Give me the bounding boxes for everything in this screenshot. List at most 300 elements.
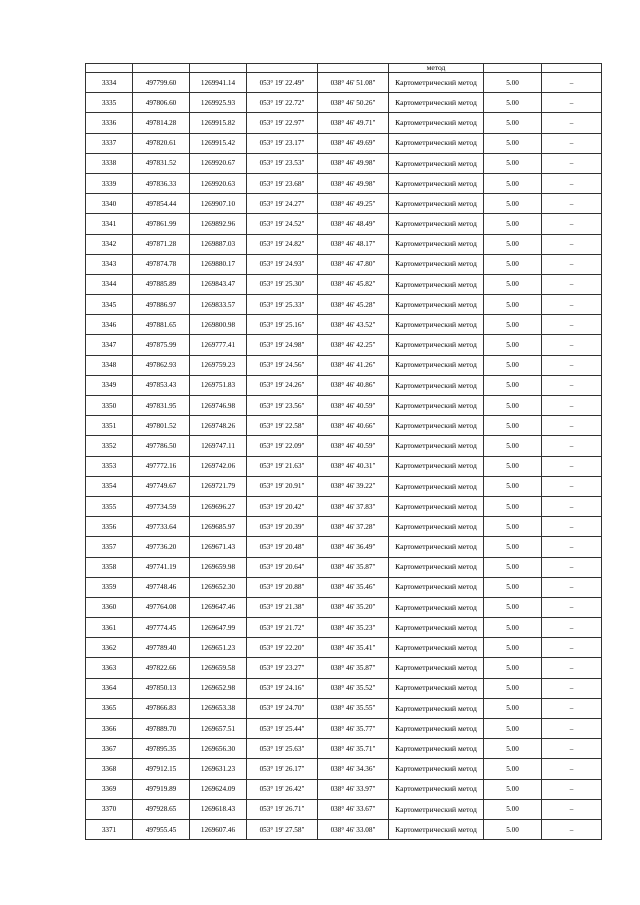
note-cell: – xyxy=(542,658,602,678)
method-cell: Картометрический метод xyxy=(389,819,484,839)
latitude-cell: 053° 19' 22.97" xyxy=(247,113,318,133)
note-cell: – xyxy=(542,375,602,395)
table-row xyxy=(86,436,602,456)
method-cell: Картометрический метод xyxy=(389,133,484,153)
longitude-cell: 038° 46' 49.98" xyxy=(318,173,389,193)
y-coordinate-cell: 1269607.46 xyxy=(190,819,247,839)
accuracy-cell: 5.00 xyxy=(484,396,542,416)
empty-cell xyxy=(133,64,190,73)
note-cell: – xyxy=(542,173,602,193)
continued-row xyxy=(86,64,602,73)
note-cell: – xyxy=(542,698,602,718)
point-number-cell: 3335 xyxy=(86,93,133,113)
accuracy-cell: 5.00 xyxy=(484,214,542,234)
x-coordinate-cell: 497919.89 xyxy=(133,779,190,799)
accuracy-cell: 5.00 xyxy=(484,355,542,375)
longitude-cell: 038° 46' 49.25" xyxy=(318,194,389,214)
method-cell: Картометрический метод xyxy=(389,335,484,355)
x-coordinate-cell: 497801.52 xyxy=(133,416,190,436)
y-coordinate-cell: 1269652.30 xyxy=(190,577,247,597)
empty-cell xyxy=(318,64,389,73)
x-coordinate-cell: 497912.15 xyxy=(133,759,190,779)
x-coordinate-cell: 497854.44 xyxy=(133,194,190,214)
method-cell: Картометрический метод xyxy=(389,254,484,274)
table-row xyxy=(86,375,602,395)
method-cell: Картометрический метод xyxy=(389,396,484,416)
y-coordinate-cell: 1269748.26 xyxy=(190,416,247,436)
accuracy-cell: 5.00 xyxy=(484,577,542,597)
y-coordinate-cell: 1269647.99 xyxy=(190,618,247,638)
note-cell: – xyxy=(542,759,602,779)
longitude-cell: 038° 46' 51.08" xyxy=(318,73,389,93)
point-number-cell: 3361 xyxy=(86,618,133,638)
point-number-cell: 3359 xyxy=(86,577,133,597)
point-number-cell: 3349 xyxy=(86,375,133,395)
longitude-cell: 038° 46' 40.66" xyxy=(318,416,389,436)
longitude-cell: 038° 46' 36.49" xyxy=(318,537,389,557)
method-cell: Картометрический метод xyxy=(389,719,484,739)
table-row xyxy=(86,93,602,113)
note-cell: – xyxy=(542,416,602,436)
x-coordinate-cell: 497820.61 xyxy=(133,133,190,153)
note-cell: – xyxy=(542,638,602,658)
note-cell: – xyxy=(542,335,602,355)
point-number-cell: 3337 xyxy=(86,133,133,153)
method-cell-continued: метод xyxy=(389,64,484,73)
accuracy-cell: 5.00 xyxy=(484,537,542,557)
x-coordinate-cell: 497871.28 xyxy=(133,234,190,254)
x-coordinate-cell: 497886.97 xyxy=(133,295,190,315)
y-coordinate-cell: 1269653.38 xyxy=(190,698,247,718)
accuracy-cell: 5.00 xyxy=(484,719,542,739)
latitude-cell: 053° 19' 22.09" xyxy=(247,436,318,456)
accuracy-cell: 5.00 xyxy=(484,436,542,456)
y-coordinate-cell: 1269618.43 xyxy=(190,799,247,819)
latitude-cell: 053° 19' 20.88" xyxy=(247,577,318,597)
accuracy-cell: 5.00 xyxy=(484,759,542,779)
x-coordinate-cell: 497814.28 xyxy=(133,113,190,133)
note-cell: – xyxy=(542,719,602,739)
note-cell: – xyxy=(542,496,602,516)
method-cell: Картометрический метод xyxy=(389,597,484,617)
point-number-cell: 3343 xyxy=(86,254,133,274)
latitude-cell: 053° 19' 24.26" xyxy=(247,375,318,395)
method-cell: Картометрический метод xyxy=(389,173,484,193)
accuracy-cell: 5.00 xyxy=(484,73,542,93)
method-cell: Картометрический метод xyxy=(389,194,484,214)
longitude-cell: 038° 46' 33.97" xyxy=(318,779,389,799)
point-number-cell: 3351 xyxy=(86,416,133,436)
method-cell: Картометрический метод xyxy=(389,739,484,759)
note-cell: – xyxy=(542,618,602,638)
accuracy-cell: 5.00 xyxy=(484,779,542,799)
x-coordinate-cell: 497862.93 xyxy=(133,355,190,375)
table-row xyxy=(86,739,602,759)
y-coordinate-cell: 1269647.46 xyxy=(190,597,247,617)
method-cell: Картометрический метод xyxy=(389,577,484,597)
longitude-cell: 038° 46' 35.71" xyxy=(318,739,389,759)
y-coordinate-cell: 1269742.06 xyxy=(190,456,247,476)
table-row xyxy=(86,254,602,274)
method-cell: Картометрический метод xyxy=(389,214,484,234)
y-coordinate-cell: 1269746.98 xyxy=(190,396,247,416)
point-number-cell: 3350 xyxy=(86,396,133,416)
accuracy-cell: 5.00 xyxy=(484,295,542,315)
accuracy-cell: 5.00 xyxy=(484,799,542,819)
point-number-cell: 3368 xyxy=(86,759,133,779)
empty-cell xyxy=(86,64,133,73)
x-coordinate-cell: 497806.60 xyxy=(133,93,190,113)
note-cell: – xyxy=(542,678,602,698)
x-coordinate-cell: 497889.70 xyxy=(133,719,190,739)
y-coordinate-cell: 1269657.51 xyxy=(190,719,247,739)
point-number-cell: 3355 xyxy=(86,496,133,516)
y-coordinate-cell: 1269721.79 xyxy=(190,476,247,496)
longitude-cell: 038° 46' 49.69" xyxy=(318,133,389,153)
method-cell: Картометрический метод xyxy=(389,638,484,658)
y-coordinate-cell: 1269777.41 xyxy=(190,335,247,355)
latitude-cell: 053° 19' 26.17" xyxy=(247,759,318,779)
method-cell: Картометрический метод xyxy=(389,315,484,335)
method-cell: Картометрический метод xyxy=(389,73,484,93)
method-cell: Картометрический метод xyxy=(389,476,484,496)
longitude-cell: 038° 46' 37.83" xyxy=(318,496,389,516)
longitude-cell: 038° 46' 49.98" xyxy=(318,153,389,173)
point-number-cell: 3334 xyxy=(86,73,133,93)
point-number-cell: 3348 xyxy=(86,355,133,375)
latitude-cell: 053° 19' 25.44" xyxy=(247,719,318,739)
table-row xyxy=(86,153,602,173)
longitude-cell: 038° 46' 45.28" xyxy=(318,295,389,315)
method-cell: Картометрический метод xyxy=(389,416,484,436)
longitude-cell: 038° 46' 35.87" xyxy=(318,658,389,678)
note-cell: – xyxy=(542,254,602,274)
table-row xyxy=(86,799,602,819)
point-number-cell: 3339 xyxy=(86,173,133,193)
table-row xyxy=(86,577,602,597)
latitude-cell: 053° 19' 22.58" xyxy=(247,416,318,436)
y-coordinate-cell: 1269833.57 xyxy=(190,295,247,315)
table-row xyxy=(86,496,602,516)
longitude-cell: 038° 46' 40.59" xyxy=(318,396,389,416)
note-cell: – xyxy=(542,739,602,759)
point-number-cell: 3340 xyxy=(86,194,133,214)
note-cell: – xyxy=(542,779,602,799)
point-number-cell: 3367 xyxy=(86,739,133,759)
point-number-cell: 3364 xyxy=(86,678,133,698)
x-coordinate-cell: 497831.95 xyxy=(133,396,190,416)
longitude-cell: 038° 46' 40.59" xyxy=(318,436,389,456)
accuracy-cell: 5.00 xyxy=(484,618,542,638)
longitude-cell: 038° 46' 45.82" xyxy=(318,274,389,294)
note-cell: – xyxy=(542,537,602,557)
x-coordinate-cell: 497895.35 xyxy=(133,739,190,759)
latitude-cell: 053° 19' 22.72" xyxy=(247,93,318,113)
latitude-cell: 053° 19' 24.52" xyxy=(247,214,318,234)
y-coordinate-cell: 1269887.03 xyxy=(190,234,247,254)
latitude-cell: 053° 19' 21.38" xyxy=(247,597,318,617)
note-cell: – xyxy=(542,214,602,234)
x-coordinate-cell: 497741.19 xyxy=(133,557,190,577)
empty-cell xyxy=(484,64,542,73)
x-coordinate-cell: 497736.20 xyxy=(133,537,190,557)
y-coordinate-cell: 1269751.83 xyxy=(190,375,247,395)
note-cell: – xyxy=(542,295,602,315)
table-row xyxy=(86,517,602,537)
table-row xyxy=(86,295,602,315)
note-cell: – xyxy=(542,557,602,577)
accuracy-cell: 5.00 xyxy=(484,658,542,678)
method-cell: Картометрический метод xyxy=(389,537,484,557)
accuracy-cell: 5.00 xyxy=(484,274,542,294)
latitude-cell: 053° 19' 24.93" xyxy=(247,254,318,274)
y-coordinate-cell: 1269843.47 xyxy=(190,274,247,294)
longitude-cell: 038° 46' 35.77" xyxy=(318,719,389,739)
method-cell: Картометрический метод xyxy=(389,456,484,476)
method-cell: Картометрический метод xyxy=(389,799,484,819)
y-coordinate-cell: 1269880.17 xyxy=(190,254,247,274)
table-row xyxy=(86,234,602,254)
accuracy-cell: 5.00 xyxy=(484,476,542,496)
method-cell: Картометрический метод xyxy=(389,557,484,577)
point-number-cell: 3363 xyxy=(86,658,133,678)
latitude-cell: 053° 19' 25.30" xyxy=(247,274,318,294)
table-row xyxy=(86,194,602,214)
method-cell: Картометрический метод xyxy=(389,93,484,113)
note-cell: – xyxy=(542,93,602,113)
y-coordinate-cell: 1269651.23 xyxy=(190,638,247,658)
method-cell: Картометрический метод xyxy=(389,618,484,638)
note-cell: – xyxy=(542,517,602,537)
y-coordinate-cell: 1269659.98 xyxy=(190,557,247,577)
method-cell: Картометрический метод xyxy=(389,517,484,537)
table-row xyxy=(86,73,602,93)
latitude-cell: 053° 19' 21.63" xyxy=(247,456,318,476)
x-coordinate-cell: 497955.45 xyxy=(133,819,190,839)
y-coordinate-cell: 1269915.82 xyxy=(190,113,247,133)
accuracy-cell: 5.00 xyxy=(484,194,542,214)
note-cell: – xyxy=(542,456,602,476)
latitude-cell: 053° 19' 26.42" xyxy=(247,779,318,799)
method-cell: Картометрический метод xyxy=(389,295,484,315)
accuracy-cell: 5.00 xyxy=(484,517,542,537)
longitude-cell: 038° 46' 35.52" xyxy=(318,678,389,698)
longitude-cell: 038° 46' 35.46" xyxy=(318,577,389,597)
table-row xyxy=(86,597,602,617)
note-cell: – xyxy=(542,799,602,819)
latitude-cell: 053° 19' 23.17" xyxy=(247,133,318,153)
point-number-cell: 3353 xyxy=(86,456,133,476)
table-row xyxy=(86,698,602,718)
x-coordinate-cell: 497875.99 xyxy=(133,335,190,355)
accuracy-cell: 5.00 xyxy=(484,597,542,617)
x-coordinate-cell: 497799.60 xyxy=(133,73,190,93)
point-number-cell: 3356 xyxy=(86,517,133,537)
x-coordinate-cell: 497822.66 xyxy=(133,658,190,678)
latitude-cell: 053° 19' 24.70" xyxy=(247,698,318,718)
latitude-cell: 053° 19' 20.42" xyxy=(247,496,318,516)
method-cell: Картометрический метод xyxy=(389,658,484,678)
x-coordinate-cell: 497748.46 xyxy=(133,577,190,597)
point-number-cell: 3369 xyxy=(86,779,133,799)
longitude-cell: 038° 46' 35.87" xyxy=(318,557,389,577)
latitude-cell: 053° 19' 24.16" xyxy=(247,678,318,698)
latitude-cell: 053° 19' 27.58" xyxy=(247,819,318,839)
table-row xyxy=(86,396,602,416)
table-row xyxy=(86,335,602,355)
method-cell: Картометрический метод xyxy=(389,375,484,395)
table-row xyxy=(86,618,602,638)
method-cell: Картометрический метод xyxy=(389,355,484,375)
method-cell: Картометрический метод xyxy=(389,234,484,254)
latitude-cell: 053° 19' 25.33" xyxy=(247,295,318,315)
point-number-cell: 3341 xyxy=(86,214,133,234)
x-coordinate-cell: 497861.99 xyxy=(133,214,190,234)
y-coordinate-cell: 1269671.43 xyxy=(190,537,247,557)
accuracy-cell: 5.00 xyxy=(484,113,542,133)
accuracy-cell: 5.00 xyxy=(484,133,542,153)
table-row xyxy=(86,456,602,476)
longitude-cell: 038° 46' 43.52" xyxy=(318,315,389,335)
latitude-cell: 053° 19' 23.53" xyxy=(247,153,318,173)
table-row xyxy=(86,133,602,153)
accuracy-cell: 5.00 xyxy=(484,234,542,254)
table-row xyxy=(86,678,602,698)
x-coordinate-cell: 497733.64 xyxy=(133,517,190,537)
x-coordinate-cell: 497786.50 xyxy=(133,436,190,456)
x-coordinate-cell: 497881.65 xyxy=(133,315,190,335)
latitude-cell: 053° 19' 23.27" xyxy=(247,658,318,678)
point-number-cell: 3352 xyxy=(86,436,133,456)
table-row xyxy=(86,638,602,658)
y-coordinate-cell: 1269915.42 xyxy=(190,133,247,153)
latitude-cell: 053° 19' 22.20" xyxy=(247,638,318,658)
longitude-cell: 038° 46' 50.26" xyxy=(318,93,389,113)
method-cell: Картометрический метод xyxy=(389,678,484,698)
y-coordinate-cell: 1269631.23 xyxy=(190,759,247,779)
accuracy-cell: 5.00 xyxy=(484,456,542,476)
longitude-cell: 038° 46' 34.36" xyxy=(318,759,389,779)
note-cell: – xyxy=(542,274,602,294)
latitude-cell: 053° 19' 24.27" xyxy=(247,194,318,214)
table-row xyxy=(86,719,602,739)
note-cell: – xyxy=(542,577,602,597)
latitude-cell: 053° 19' 20.39" xyxy=(247,517,318,537)
longitude-cell: 038° 46' 39.22" xyxy=(318,476,389,496)
longitude-cell: 038° 46' 48.17" xyxy=(318,234,389,254)
x-coordinate-cell: 497831.52 xyxy=(133,153,190,173)
latitude-cell: 053° 19' 25.16" xyxy=(247,315,318,335)
longitude-cell: 038° 46' 35.55" xyxy=(318,698,389,718)
latitude-cell: 053° 19' 20.48" xyxy=(247,537,318,557)
point-number-cell: 3336 xyxy=(86,113,133,133)
note-cell: – xyxy=(542,396,602,416)
note-cell: – xyxy=(542,133,602,153)
x-coordinate-cell: 497866.83 xyxy=(133,698,190,718)
longitude-cell: 038° 46' 42.25" xyxy=(318,335,389,355)
point-number-cell: 3357 xyxy=(86,537,133,557)
y-coordinate-cell: 1269907.10 xyxy=(190,194,247,214)
note-cell: – xyxy=(542,597,602,617)
x-coordinate-cell: 497772.16 xyxy=(133,456,190,476)
x-coordinate-cell: 497789.40 xyxy=(133,638,190,658)
y-coordinate-cell: 1269685.97 xyxy=(190,517,247,537)
longitude-cell: 038° 46' 33.08" xyxy=(318,819,389,839)
longitude-cell: 038° 46' 33.67" xyxy=(318,799,389,819)
x-coordinate-cell: 497734.59 xyxy=(133,496,190,516)
accuracy-cell: 5.00 xyxy=(484,698,542,718)
x-coordinate-cell: 497764.08 xyxy=(133,597,190,617)
point-number-cell: 3360 xyxy=(86,597,133,617)
latitude-cell: 053° 19' 22.49" xyxy=(247,73,318,93)
method-cell: Картометрический метод xyxy=(389,496,484,516)
note-cell: – xyxy=(542,194,602,214)
table-row xyxy=(86,274,602,294)
x-coordinate-cell: 497874.78 xyxy=(133,254,190,274)
longitude-cell: 038° 46' 48.49" xyxy=(318,214,389,234)
table-row xyxy=(86,537,602,557)
y-coordinate-cell: 1269747.11 xyxy=(190,436,247,456)
longitude-cell: 038° 46' 37.28" xyxy=(318,517,389,537)
table-row xyxy=(86,779,602,799)
y-coordinate-cell: 1269920.67 xyxy=(190,153,247,173)
y-coordinate-cell: 1269659.58 xyxy=(190,658,247,678)
x-coordinate-cell: 497774.45 xyxy=(133,618,190,638)
longitude-cell: 038° 46' 40.31" xyxy=(318,456,389,476)
point-number-cell: 3362 xyxy=(86,638,133,658)
accuracy-cell: 5.00 xyxy=(484,678,542,698)
latitude-cell: 053° 19' 23.68" xyxy=(247,173,318,193)
empty-cell xyxy=(542,64,602,73)
note-cell: – xyxy=(542,234,602,254)
point-number-cell: 3365 xyxy=(86,698,133,718)
table-row xyxy=(86,416,602,436)
y-coordinate-cell: 1269696.27 xyxy=(190,496,247,516)
latitude-cell: 053° 19' 23.56" xyxy=(247,396,318,416)
y-coordinate-cell: 1269925.93 xyxy=(190,93,247,113)
accuracy-cell: 5.00 xyxy=(484,496,542,516)
point-number-cell: 3366 xyxy=(86,719,133,739)
empty-cell xyxy=(190,64,247,73)
note-cell: – xyxy=(542,113,602,133)
y-coordinate-cell: 1269800.98 xyxy=(190,315,247,335)
method-cell: Картометрический метод xyxy=(389,153,484,173)
point-number-cell: 3358 xyxy=(86,557,133,577)
point-number-cell: 3345 xyxy=(86,295,133,315)
x-coordinate-cell: 497850.13 xyxy=(133,678,190,698)
accuracy-cell: 5.00 xyxy=(484,739,542,759)
accuracy-cell: 5.00 xyxy=(484,375,542,395)
table-row xyxy=(86,113,602,133)
accuracy-cell: 5.00 xyxy=(484,819,542,839)
latitude-cell: 053° 19' 24.56" xyxy=(247,355,318,375)
longitude-cell: 038° 46' 35.41" xyxy=(318,638,389,658)
accuracy-cell: 5.00 xyxy=(484,173,542,193)
x-coordinate-cell: 497836.33 xyxy=(133,173,190,193)
coordinates-table xyxy=(85,63,602,840)
table-row xyxy=(86,658,602,678)
point-number-cell: 3371 xyxy=(86,819,133,839)
accuracy-cell: 5.00 xyxy=(484,416,542,436)
document-page xyxy=(85,63,602,840)
method-cell: Картометрический метод xyxy=(389,779,484,799)
latitude-cell: 053° 19' 24.82" xyxy=(247,234,318,254)
note-cell: – xyxy=(542,436,602,456)
method-cell: Картометрический метод xyxy=(389,698,484,718)
method-cell: Картометрический метод xyxy=(389,436,484,456)
x-coordinate-cell: 497853.43 xyxy=(133,375,190,395)
longitude-cell: 038° 46' 35.23" xyxy=(318,618,389,638)
